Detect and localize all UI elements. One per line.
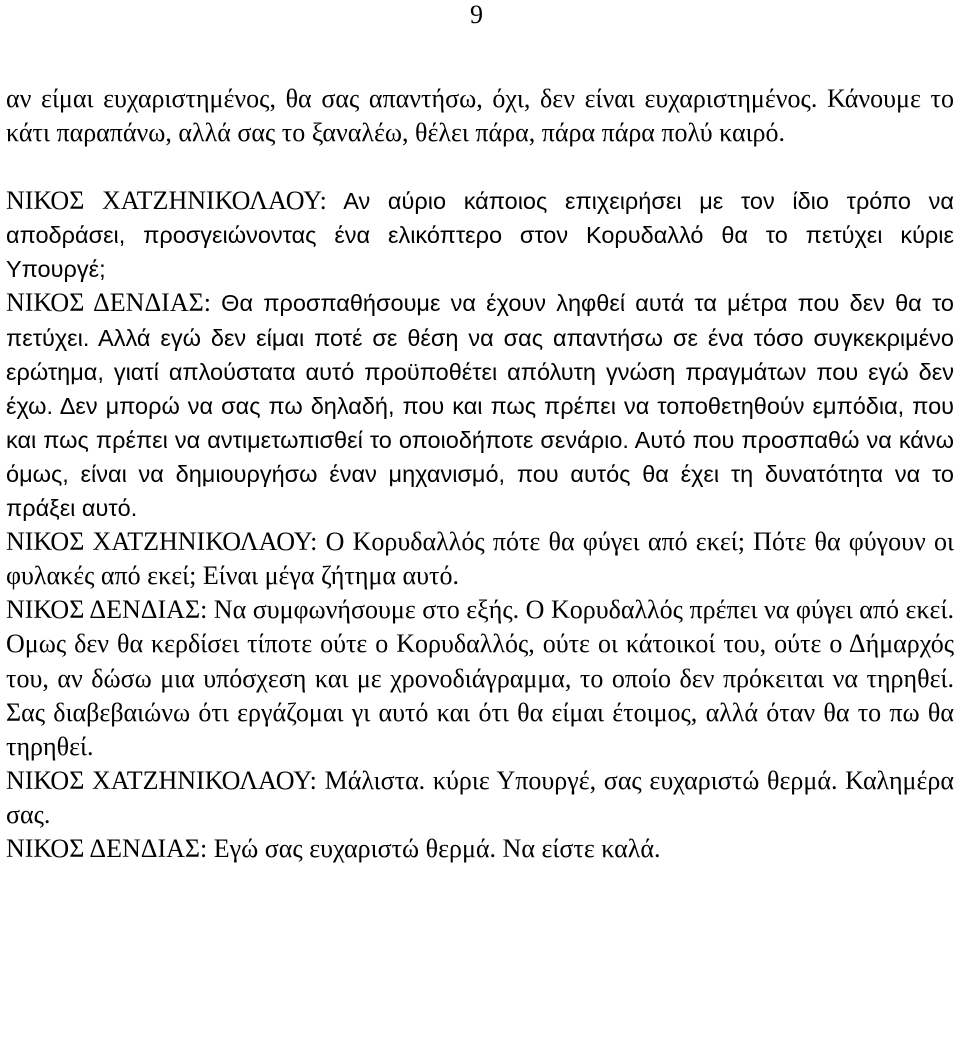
paragraph-dendias-1 bbox=[6, 286, 954, 525]
paragraph-hatzinikolaou-3 bbox=[6, 764, 954, 832]
paragraph-text: Αν αύριο κάποιος επιχειρήσει με τον ίδιο τρόπο να αποδράσει, προσγειώνοντας ένα ελικόπτερο στον Κορυδαλλό θα το πετύχει κύριε Υπουργέ; bbox=[6, 188, 955, 283]
speaker-name: ΝΙΚΟΣ ΔΕΝΔΙΑΣ: bbox=[6, 288, 211, 318]
paragraph-intro bbox=[6, 82, 954, 150]
paragraph-dendias-2 bbox=[6, 593, 954, 763]
paragraph-gap bbox=[6, 150, 954, 184]
paragraph-text: αν είμαι ευχαριστημένος, θα σας απαντήσω, όχι, δεν είναι ευχαριστημένος. Κάνουμε το κάτι παραπάνω, αλλά σας το ξαναλέω, θέλει πάρα, πάρα πάρα πολύ καιρό. bbox=[6, 84, 954, 148]
speaker-name: ΝΙΚΟΣ ΔΕΝΔΙΑΣ: bbox=[6, 595, 208, 625]
paragraph-text: Ο Κορυδαλλός πότε θα φύγει από εκεί; Πότε θα φύγουν οι φυλακές από εκεί; Είναι μέγα ζήτημα αυτό. bbox=[6, 527, 955, 591]
paragraph-hatzinikolaou-2 bbox=[6, 525, 954, 593]
document-body bbox=[6, 82, 954, 866]
speaker-name: ΝΙΚΟΣ ΧΑΤΖΗΝΙΚΟΛΑΟΥ: bbox=[6, 186, 327, 216]
speaker-name: ΝΙΚΟΣ ΧΑΤΖΗΝΙΚΟΛΑΟΥ: bbox=[6, 765, 317, 795]
paragraph-hatzinikolaou-1 bbox=[6, 184, 954, 286]
paragraph-dendias-3 bbox=[6, 832, 954, 866]
speaker-name: ΝΙΚΟΣ ΔΕΝΔΙΑΣ: bbox=[6, 833, 208, 863]
speaker-name: ΝΙΚΟΣ ΧΑΤΖΗΝΙΚΟΛΑΟΥ: bbox=[6, 527, 318, 557]
paragraph-text: Να συμφωνήσουμε στο εξής. Ο Κορυδαλλός πρέπει να φύγει από εκεί. Ομως δεν θα κερδίσει τίποτε ούτε ο Κορυδαλλός, ούτε οι κάτοικοί του, ούτε ο Δήμαρχός του, αν δώσω μια υπόσχεση και με χρονοδιάγραμμα, το οποίο δεν πρόκειται να τηρηθεί. Σας διαβεβαιώνω ότι εργάζομαι γι αυτό και ότι θα είμαι έτοιμος, αλλά όταν θα το πω θα τηρηθεί. bbox=[6, 595, 954, 761]
page-number: 9 bbox=[470, 0, 483, 29]
paragraph-text: Μάλιστα. κύριε Υπουργέ, σας ευχαριστώ θερμά. Καλημέρα σας. bbox=[6, 765, 954, 829]
paragraph-text: Θα προσπαθήσουμε να έχουν ληφθεί αυτά τα μέτρα που δεν θα το πετύχει. Αλλά εγώ δεν είμαι ποτέ σε θέση να σας απαντήσω σε ένα τόσο συγκεκριμένο ερώτημα, γιατί απλούστατα αυτό προϋποθέτει απόλυτη γνώση πραγμάτων που εγώ δεν έχω. Δεν μπορώ να σας πω δηλαδή, που και πως πρέπει να τοποθετηθούν εμπόδια, που και πως πρέπει να αντιμετωπισθεί το οποιοδήποτε σενάριο. Αυτό που προσπαθώ να κάνω όμως, είναι να δημιουργήσω έναν μηχανισμό, που αυτός θα έχει τη δυνατότητα να το πράξει αυτό. bbox=[6, 290, 954, 522]
paragraph-text: Εγώ σας ευχαριστώ θερμά. Να είστε καλά. bbox=[207, 833, 661, 863]
